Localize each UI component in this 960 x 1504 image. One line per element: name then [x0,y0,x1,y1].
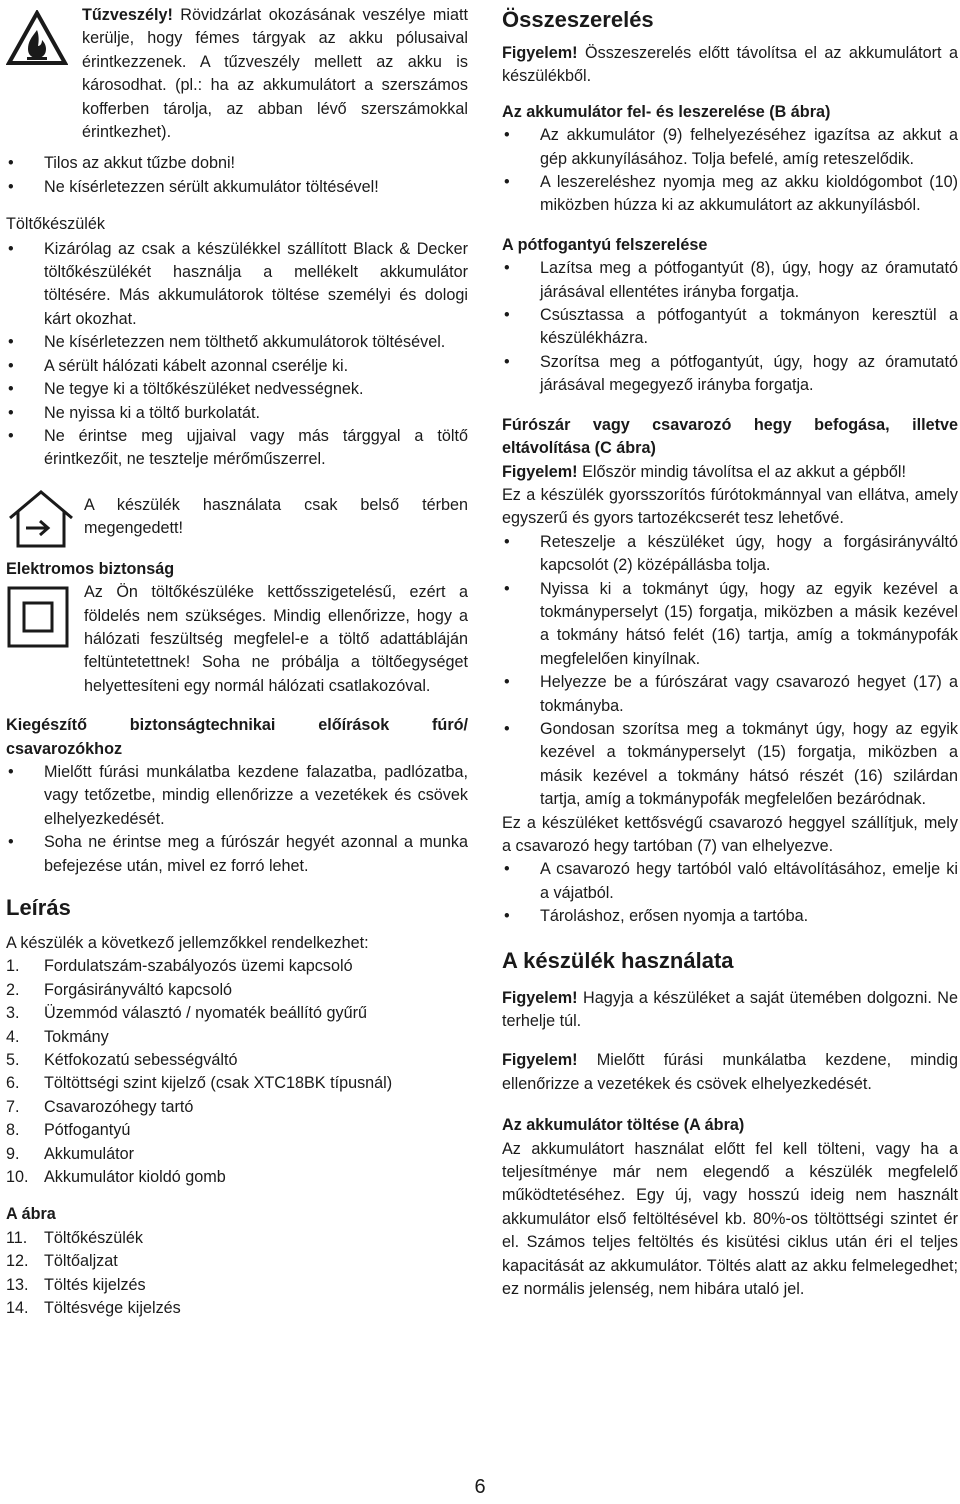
left-column [6,0,468,1321]
handle-heading: A pótfogantyú felszerelése [502,235,708,254]
list-item: • Tároláshoz, erősen nyomja a tartóba. [504,907,809,926]
list-item: • Lazítsa meg a pótfogantyút (8), úgy, hogy az óramutató járásával ellentétes irányba forgatja. [504,259,958,301]
fire-warning [6,4,468,144]
holder-text: Ez a készüléket kettősvégű csavarozó heggyel szállítjuk, mely a csavarozó hegy tartóban (7) van elhelyezve. [502,813,958,855]
list-item: • Mielőtt fúrási munkálatba kezdene falazatba, padlózatba, vagy tetőzetbe, mindig ellenőrizze a vezetékek és csövek elhelyezkedését. [8,762,468,828]
right-column [502,0,958,1302]
indoor-use-notice [6,482,468,552]
list-item: • Gondosan szorítsa meg a tokmányt úgy, hogy az egyik kezével a tokmányperselyt (15) forgatja, miközben a másik kezével a tokmány hátsó részét (16) szilárdan tartja, amíg a tokmánypofák megfelelően bezáródnak. [504,719,958,809]
charger-heading: Töltőkészülék [6,215,105,234]
list-item: • Ne nyissa ki a töltő burkolatát. [8,403,260,422]
fire-warning-body: Rövidzárlat okozásának veszélye miatt kerülje, hogy fémes tárgyak az akku pólusaival érintkezzenek. A tűzveszély mellett az akku is károsodhat. (pl.: ha az akkumulátort a szerszámos kofferben tárolja, az abban lévő szerszámokkal érintkezhet). [82,6,468,142]
list-item: • Ne érintse meg ujjaival vagy más tárggyal a töltő érintkezőit, ne tesztelje mérőműszerrel. [8,426,468,469]
fire-warning-bold: Tűzveszély! [82,6,173,24]
list-item: 4. Tokmány [6,1027,109,1046]
charging-heading: Az akkumulátor töltése (A ábra) [502,1116,745,1135]
figure-a-heading: A ábra [6,1205,56,1224]
list-item: 10. Akkumulátor kioldó gomb [6,1168,226,1187]
battery-bullets [502,124,958,218]
list-item: 7. Csavarozóhegy tartó [6,1097,194,1116]
usage-warning-2: Figyelem! Mielőtt fúrási munkálatba kezdene, mindig ellenőrizze a vezetékek és csövek elhelyezkedését. [502,1051,958,1093]
page-number: 6 [474,1476,486,1498]
bit-heading: Fúrószár vagy csavarozó hegy befogása, illetve eltávolítása (C ábra) [502,415,958,458]
handle-bullets [502,257,958,397]
list-item: 9. Akkumulátor [6,1144,134,1163]
list-item: 1. Fordulatszám-szabályozós üzemi kapcsoló [6,957,353,976]
usage-heading: A készülék használata [502,947,734,973]
list-item: 14. Töltésvége kijelzés [6,1299,181,1318]
description-heading: Leírás [6,895,71,920]
holder-bullets [502,858,958,928]
top-bullets [6,152,468,199]
electrical-text: Az Ön töltőkészüléke kettősszigetelésű, ezért a földelés nem szükséges. Mindig ellenőrizze, hogy a hálózati feszültség megfelel-e a töltő adattábláján feltüntetettnek! Soha ne próbálja a töltőegységet helyettesíteni egy normál hálózati csatlakozóval. [84,583,468,695]
list-item: • A sérült hálózati kábelt azonnal cserélje ki. [8,356,349,375]
list-item: • Soha ne érintse meg a fúrószár hegyét azonnal a munka befejezése után, mivel ez forró lehet. [8,833,468,875]
list-item: 13. Töltés kijelzés [6,1275,146,1294]
assembly-heading: Összeszerelés [502,7,654,32]
list-item: 12. Töltőaljzat [6,1252,118,1271]
indoor-text: A készülék használata csak belső térben megengedett! [84,495,468,538]
charging-text: Az akkumulátort használat előtt fel kell tölteni, vagy ha a teljesítménye már nem elegendő a készülék megfelelő működtetéséhez. Egy új, vagy hosszú ideig nem használt akkumulátor első feltöltésével kb. 80%-os töltöttségi szintet ér el. Számos teljes feltöltés és kisütési ciklus után éri el teljes kapacitását az akkumulátor. Töltés alatt az akku felmelegedhet; ez normális jelenség, nem hibára utaló jel. [502,1139,958,1299]
list-item: • Kizárólag az csak a készülékkel szállított Black & Decker töltőkészülékét használja a mellékelt akkumulátor töltésére. Más akkumulátorok töltése személyi és dologi kárt okozhat. [8,239,468,328]
list-item: • Tilos az akkut tűzbe dobni! [8,154,236,173]
indoor-house-icon [6,488,76,550]
list-item: • Nyissa ki a tokmányt úgy, hogy az egyik kezével a tokmányperselyt (15) forgatja, miközben a másik kezével a tokmány hátsó felét (16) tartja, amíg a tokmánypofák megfelelően kinyílnak. [504,579,958,668]
assembly-warning: Figyelem! Összeszerelés előtt távolítsa el az akkumulátort a készülékből. [502,44,958,86]
list-item: • Csúsztassa a pótfogantyút a tokmányon keresztül a készülékházra. [504,306,958,348]
feature-list [6,955,468,1189]
charger-bullets [6,238,468,472]
list-item: 5. Kétfokozatú sebességváltó [6,1051,238,1070]
usage-warning-1: Figyelem! Hagyja a készüléket a saját ütemében dolgozni. Ne terhelje túl. [502,988,958,1031]
description-intro: A készülék a következő jellemzőkkel rendelkezhet: [6,934,369,952]
list-item: • Ne kísérletezzen sérült akkumulátor töltésével! [8,177,379,196]
list-item: • Reteszelje a készüléket úgy, hogy a forgásirányváltó kapcsolót (2) középállásba tolja. [504,532,958,575]
list-item: • Ne kísérletezzen nem tölthető akkumulátorok töltésével. [8,333,446,352]
list-item: 6. Töltöttségi szint kijelző (csak XTC18BK típusnál) [6,1074,393,1093]
supplementary-bullets [6,761,468,878]
list-item: • Ne tegye ki a töltőkészüléket nedvességnek. [8,380,364,399]
fire-warning-text [82,4,468,144]
supplementary-heading: Kiegészítő biztonságtechnikai előírások fúró/ csavarozókhoz [6,716,468,758]
list-item: • Helyezze be a fúrószárat vagy csavarozó hegyet (17) a tokmányba. [504,673,958,715]
list-item: 3. Üzemmód választó / nyomaték beállító gyűrű [6,1004,367,1023]
double-insulation-icon [6,585,70,649]
battery-heading: Az akkumulátor fel- és leszerelése (B ábra) [502,102,831,121]
list-item: 2. Forgásirányváltó kapcsoló [6,980,233,999]
bit-text: Ez a készülék gyorsszorítós fúrótokmánnyal van ellátva, amely egyszerű és gyors tartozékcserét tesz lehetővé. [502,485,958,528]
figure-a-list [6,1227,468,1321]
list-item: • A csavarozó hegy tartóból való eltávolításához, emelje ki a vájatból. [504,860,958,902]
list-item: 8. Pótfogantyú [6,1121,131,1140]
list-item: • Szorítsa meg a pótfogantyút, úgy, hogy az óramutató járásával megegyező irányba forgatja. [504,352,958,395]
bit-warning: Figyelem! Először mindig távolítsa el az akkut a gépből! [502,462,906,481]
electrical-heading: Elektromos biztonság [6,559,175,578]
electrical-safety [6,581,468,698]
fire-hazard-icon [6,10,68,66]
list-item: • Az akkumulátor (9) felhelyezéséhez igazítsa az akkut a gép akkunyílásához. Tolja befelé, amíg reteszelődik. [504,126,958,168]
list-item: • A leszereléshez nyomja meg az akku kioldógombot (10) miközben húzza ki az akkumulátort az akkunyílásból. [504,173,958,215]
bit-bullets [502,531,958,812]
list-item: 11. Töltőkészülék [6,1228,143,1247]
